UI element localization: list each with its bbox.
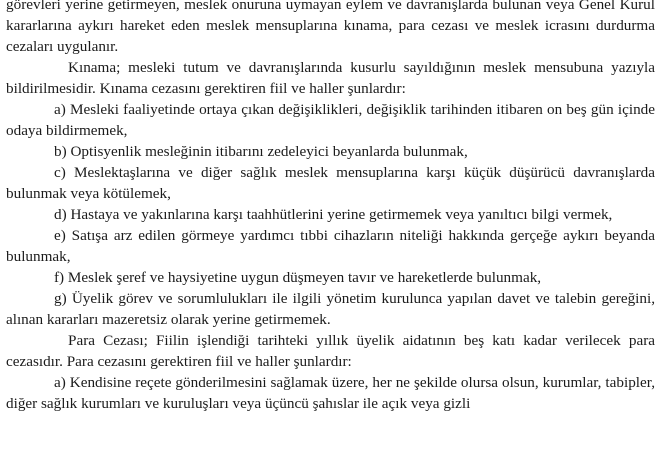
para-cezasi-definition-paragraph: Para Cezası; Fiilin işlendiği tarihteki yıllık üyelik aidatının beş katı kadar verilecek para cezasıdır. Para cezasını gerektiren fiil ve haller şunlardır: bbox=[6, 332, 655, 370]
intro-paragraph: görevleri yerine getirmeyen, meslek onuruna uymayan eylem ve davranışlarda bulunan veya Genel Kurul kararlarına aykırı hareket eden meslek mensuplarına kınama, para cezası ve meslek icrasını durdurma cezaları uygulanır. bbox=[6, 0, 655, 55]
kinama-item-b: b) Optisyenlik mesleğinin itibarını zedeleyici beyanlarda bulunmak, bbox=[54, 143, 468, 160]
kinama-item-f: f) Meslek şeref ve haysiyetine uygun düşmeyen tavır ve hareketlerde bulunmak, bbox=[54, 269, 542, 286]
kinama-item-a: a) Mesleki faaliyetinde ortaya çıkan değişiklikleri, değişiklik tarihinden itibaren on beş gün içinde odaya bildirmemek, bbox=[6, 101, 655, 139]
kinama-item-d: d) Hastaya ve yakınlarına karşı taahhütlerini yerine getirmemek veya yanıltıcı bilgi vermek, bbox=[54, 206, 613, 223]
para-item-a: a) Kendisine reçete gönderilmesini sağlamak üzere, her ne şekilde olursa olsun, kurumlar, tabipler, diğer sağlık kurumları ve kuruluşları veya üçüncü şahıslar ile açık veya gizli bbox=[6, 374, 655, 412]
kinama-item-g: g) Üyelik görev ve sorumlulukları ile ilgili yönetim kurulunca yapılan davet ve talebin gereğini, alınan kararları mazeretsiz olarak yerine getirmemek. bbox=[6, 290, 655, 328]
kinama-item-e: e) Satışa arz edilen görmeye yardımcı tıbbi cihazların niteliği hakkında gerçeğe aykırı beyanda bulunmak, bbox=[6, 227, 655, 265]
kinama-item-c: c) Meslektaşlarına ve diğer sağlık meslek mensuplarına karşı küçük düşürücü davranışlarda bulunmak veya kötülemek, bbox=[6, 164, 655, 202]
kinama-definition-paragraph: Kınama; mesleki tutum ve davranışlarında kusurlu sayıldığının meslek mensubuna yazıyla bildirilmesidir. Kınama cezasını gerektiren fiil ve haller şunlardır: bbox=[6, 59, 655, 97]
